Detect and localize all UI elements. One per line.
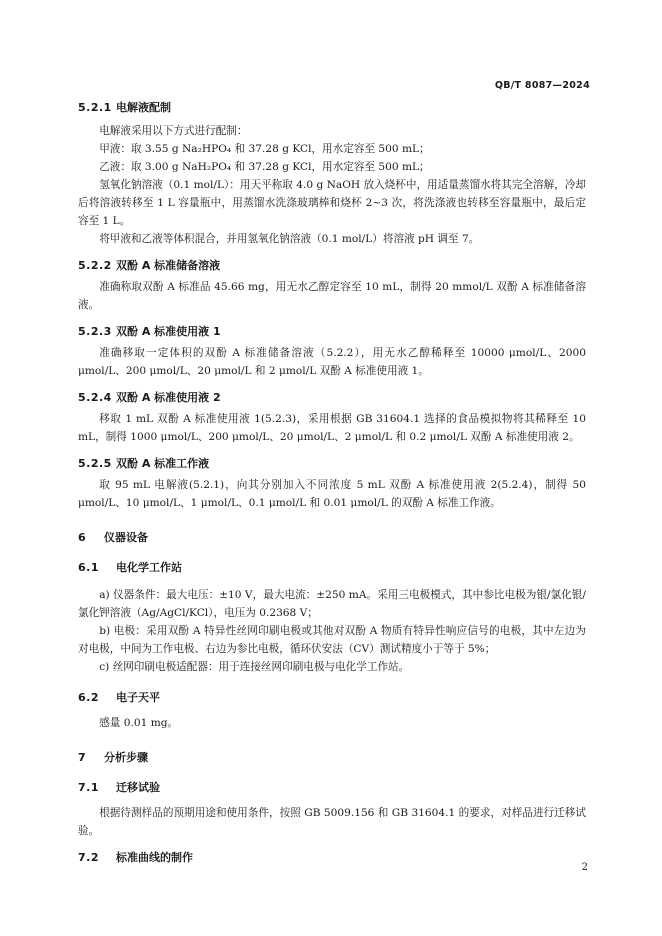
paragraph: 乙液：取 3.00 g NaH₂PO₄ 和 37.28 g KCl，用水定容至 500 mL； [99, 161, 430, 173]
heading-6-2 [78, 690, 586, 706]
page-number: 2 [581, 862, 588, 873]
document-body [78, 100, 586, 866]
list-item-a: a) 仪器条件：最大电压：±10 V，最大电流：±250 mA。采用三电极模式，其中参比电极为银/氯化银/氯化钾溶液（Ag/AgCl/KCl），电压为 0.2368 V； [78, 589, 586, 619]
heading-5-2-4 [78, 390, 586, 406]
paragraph: 准确称取双酚 A 标准品 45.66 mg，用无水乙醇定容至 10 mL，制得 20 mmol/L 双酚 A 标准储备溶液。 [78, 281, 586, 311]
list-item-b: b) 电极：采用双酚 A 特异性丝网印刷电极或其他对双酚 A 物质有特异性响应信号的电极，其中左边为对电极，中间为工作电极、右边为参比电极，循环伏安法（CV）测试精度小于等于 5%； [78, 625, 586, 655]
section-number: 5.2.4 [78, 391, 112, 404]
heading-7-1 [78, 780, 586, 796]
section-title: 电子天平 [116, 691, 160, 704]
heading-7-2 [78, 850, 586, 866]
list-item-c: c) 丝网印刷电极适配器：用于连接丝网印刷电极与电化学工作站。 [99, 661, 410, 673]
section-number: 7 [78, 751, 87, 764]
section-number: 6 [78, 531, 87, 544]
paragraph: 甲液：取 3.55 g Na₂HPO₄ 和 37.28 g KCl，用水定容至 500 mL； [99, 143, 430, 155]
heading-5-2-1 [78, 100, 586, 116]
section-title: 标准曲线的制作 [116, 851, 193, 864]
section-title: 仪器设备 [104, 531, 148, 544]
section-number: 5.2.5 [78, 457, 112, 470]
standard-number: QB/T 8087—2024 [494, 80, 590, 91]
section-title: 双酚 A 标准储备溶液 [116, 259, 221, 272]
section-number: 6.2 [78, 691, 99, 704]
section-title: 双酚 A 标准工作液 [116, 457, 210, 470]
paragraph: 氢氧化钠溶液（0.1 mol/L）：用天平称取 4.0 g NaOH 放入烧杯中，用适量蒸馏水将其完全溶解，冷却后将溶液转移至 1 L 容量瓶中，用蒸馏水洗涤玻璃棒和烧杯 2~3 次，将洗涤液也转移至容量瓶中，最后定容至 1 L。 [78, 179, 586, 227]
paragraph: 电解液采用以下方式进行配制： [99, 125, 248, 137]
heading-6-1 [78, 560, 586, 576]
section-number: 5.2.2 [78, 259, 112, 272]
heading-6 [78, 530, 586, 546]
section-number: 7.1 [78, 781, 99, 794]
paragraph: 取 95 mL 电解液(5.2.1)，向其分别加入不同浓度 5 mL 双酚 A 标准使用液 2(5.2.4)，制得 50 μmol/L、10 μmol/L、1 μmol/L、0.1 μmol/L 和 0.01 μmol/L 的双酚 A 标准工作液。 [78, 479, 586, 509]
heading-5-2-3 [78, 324, 586, 340]
paragraph: 将甲液和乙液等体积混合，并用氢氧化钠溶液（0.1 mol/L）将溶液 pH 调至 7。 [99, 233, 480, 245]
section-number: 5.2.3 [78, 325, 112, 338]
section-title: 迁移试验 [116, 781, 160, 794]
section-title: 双酚 A 标准使用液 2 [116, 391, 221, 404]
paragraph: 根据待测样品的预期用途和使用条件，按照 GB 5009.156 和 GB 31604.1 的要求，对样品进行迁移试验。 [78, 807, 586, 837]
paragraph: 准确移取一定体积的双酚 A 标准储备溶液（5.2.2），用无水乙醇稀释至 10000 μmol/L、2000 μmol/L、200 μmol/L、20 μmol/L 和 2 μmol/L 双酚 A 标准使用液 1。 [78, 347, 586, 377]
heading-7 [78, 750, 586, 766]
section-title: 电解液配制 [116, 101, 171, 114]
heading-5-2-2 [78, 258, 586, 274]
heading-5-2-5 [78, 456, 586, 472]
paragraph: 感量 0.01 mg。 [99, 717, 179, 729]
paragraph: 移取 1 mL 双酚 A 标准使用液 1(5.2.3)，采用根据 GB 31604.1 选择的食品模拟物将其稀释至 10 mL，制得 1000 μmol/L、200 μmol/L、20 μmol/L、2 μmol/L 和 0.2 μmol/L 双酚 A 标准使用液 2。 [78, 413, 586, 443]
section-number: 5.2.1 [78, 101, 112, 114]
section-title: 电化学工作站 [116, 561, 182, 574]
section-title: 分析步骤 [104, 751, 148, 764]
section-number: 7.2 [78, 851, 99, 864]
section-number: 6.1 [78, 561, 99, 574]
section-title: 双酚 A 标准使用液 1 [116, 325, 221, 338]
